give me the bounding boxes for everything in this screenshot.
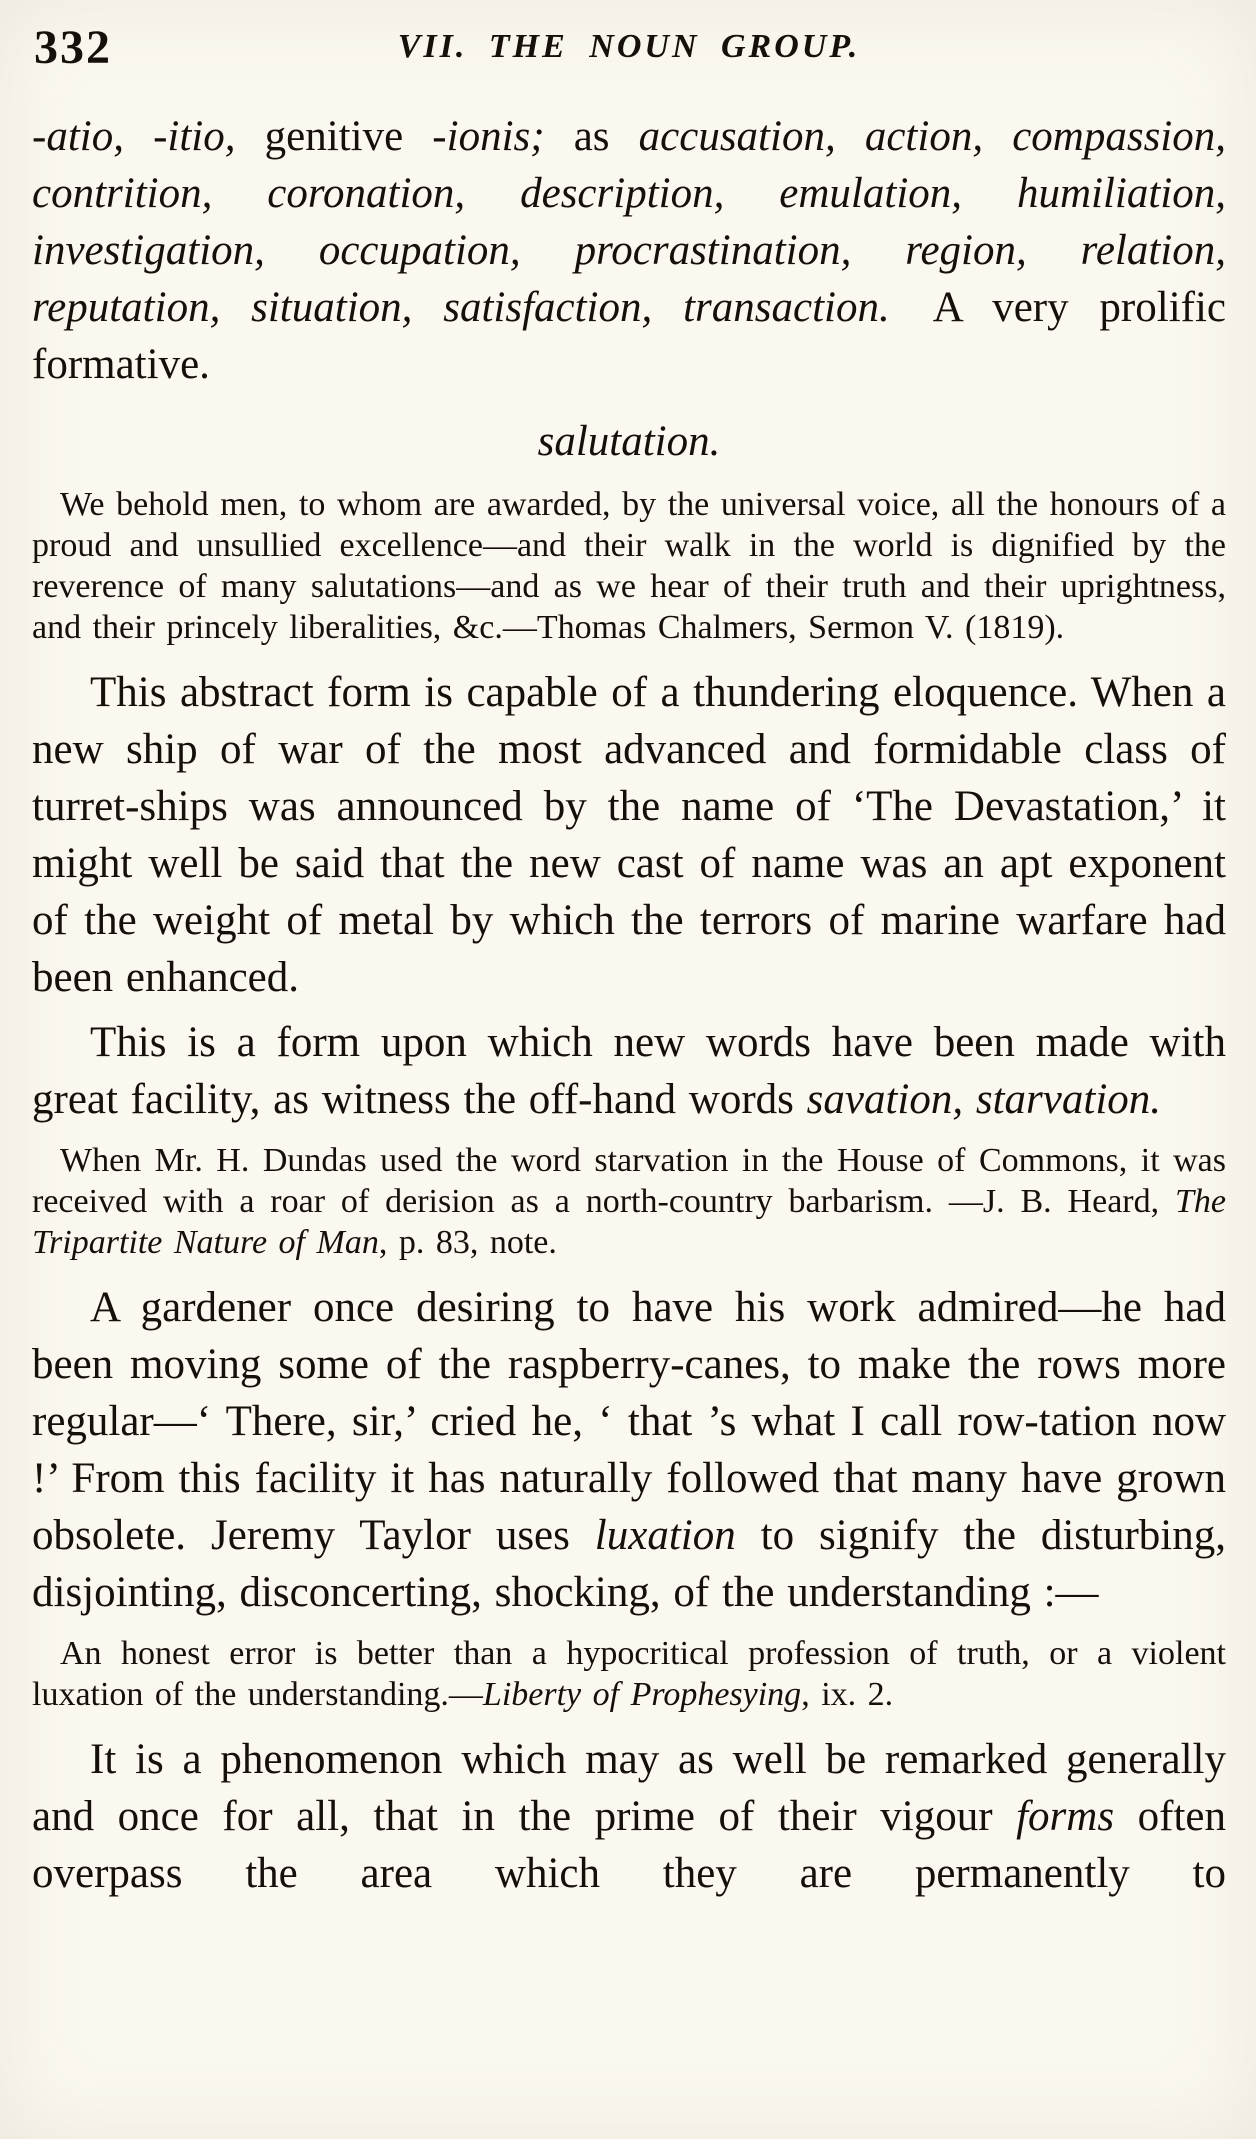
run-italic-suffixes: -atio, -itio,: [32, 113, 265, 160]
page-header: [32, 20, 1226, 86]
run-roman-genitive: genitive: [264, 113, 433, 160]
blockquote-dundas: [32, 1140, 1226, 1263]
paragraph-closing: [32, 1731, 1226, 1902]
run-italic-book-title: Liberty of Prophesying: [482, 1676, 802, 1713]
run-italic-luxation: luxation: [594, 1512, 736, 1559]
page-number: 332: [34, 21, 112, 74]
run-roman-lead: This is a form upon which new words have been made with great facility, as witness the off-hand words: [32, 1019, 1226, 1123]
run-roman-lead: When Mr. H. Dundas used the word starvation in the House of Commons, it was received with a roar of derision as a north-country barbarism. —J. B. Heard,: [32, 1142, 1226, 1220]
run-italic-word-list: accusation, action, compassion, contrition, coronation, description, emulation, humiliation, investigation, occupation, procrastination, region, relation, reputation, situation, satisfaction, transaction.: [32, 113, 1226, 331]
run-roman-as: as: [573, 113, 639, 160]
run-roman-tail: , p. 83, note.: [378, 1224, 557, 1261]
run-roman-tail: to signify the disturbing, disjointing, disconcerting, shocking, of the understanding :—: [32, 1512, 1226, 1616]
run-roman-tail: , ix. 2.: [801, 1676, 894, 1713]
running-header: VII. THE NOUN GROUP.: [397, 28, 861, 65]
word-heading: salutation.: [537, 418, 721, 465]
blockquote-taylor: [32, 1633, 1226, 1715]
run-roman-lead: An honest error is better than a hypocritical profession of truth, or a violent luxation of the understanding.—: [32, 1635, 1226, 1713]
run-italic-ionis: -ionis;: [432, 113, 574, 160]
run-italic-savation: savation, starvation.: [806, 1076, 1162, 1123]
run-italic-book-title: The Tripartite Nature of Man: [32, 1183, 1226, 1261]
run-roman-lead: A gardener once desiring to have his work admired—he had been moving some of the raspberry-canes, to make the rows more regular—‘ There, sir,’ cried he, ‘ that ’s what I call row-tation now !’ From this facility it has naturally followed that many have grown obsolete. Jeremy Taylor uses: [32, 1284, 1226, 1559]
paragraph-suffix-list: [32, 108, 1226, 393]
run-roman-tail: often overpass the area which they are permanently to: [32, 1793, 1227, 1897]
paragraph-starvation: [32, 1014, 1226, 1128]
paragraph-devastation: This abstract form is capable of a thundering eloquence. When a new ship of war of the most advanced and formidable class of turret-ships was announced by the name of ‘The Devastation,’ it might well be said that the new cast of name was an apt exponent of the weight of metal by which the terrors of marine warfare had been enhanced.: [32, 669, 1226, 1001]
run-roman-formative: A very prolific formative.: [32, 284, 1226, 388]
paragraph-gardener: [32, 1279, 1226, 1621]
run-italic-forms: forms: [1016, 1793, 1115, 1840]
blockquote-chalmers: We behold men, to whom are awarded, by the universal voice, all the honours of a proud and unsullied excellence—and their walk in the world is dignified by the reverence of many salutations—and as we hear of their truth and their uprightness, and their princely liberalities, &c.—Thomas Chalmers, Sermon V. (1819).: [32, 486, 1226, 646]
run-roman-lead: It is a phenomenon which may as well be remarked generally and once for all, that in the prime of their vigour: [32, 1736, 1226, 1840]
